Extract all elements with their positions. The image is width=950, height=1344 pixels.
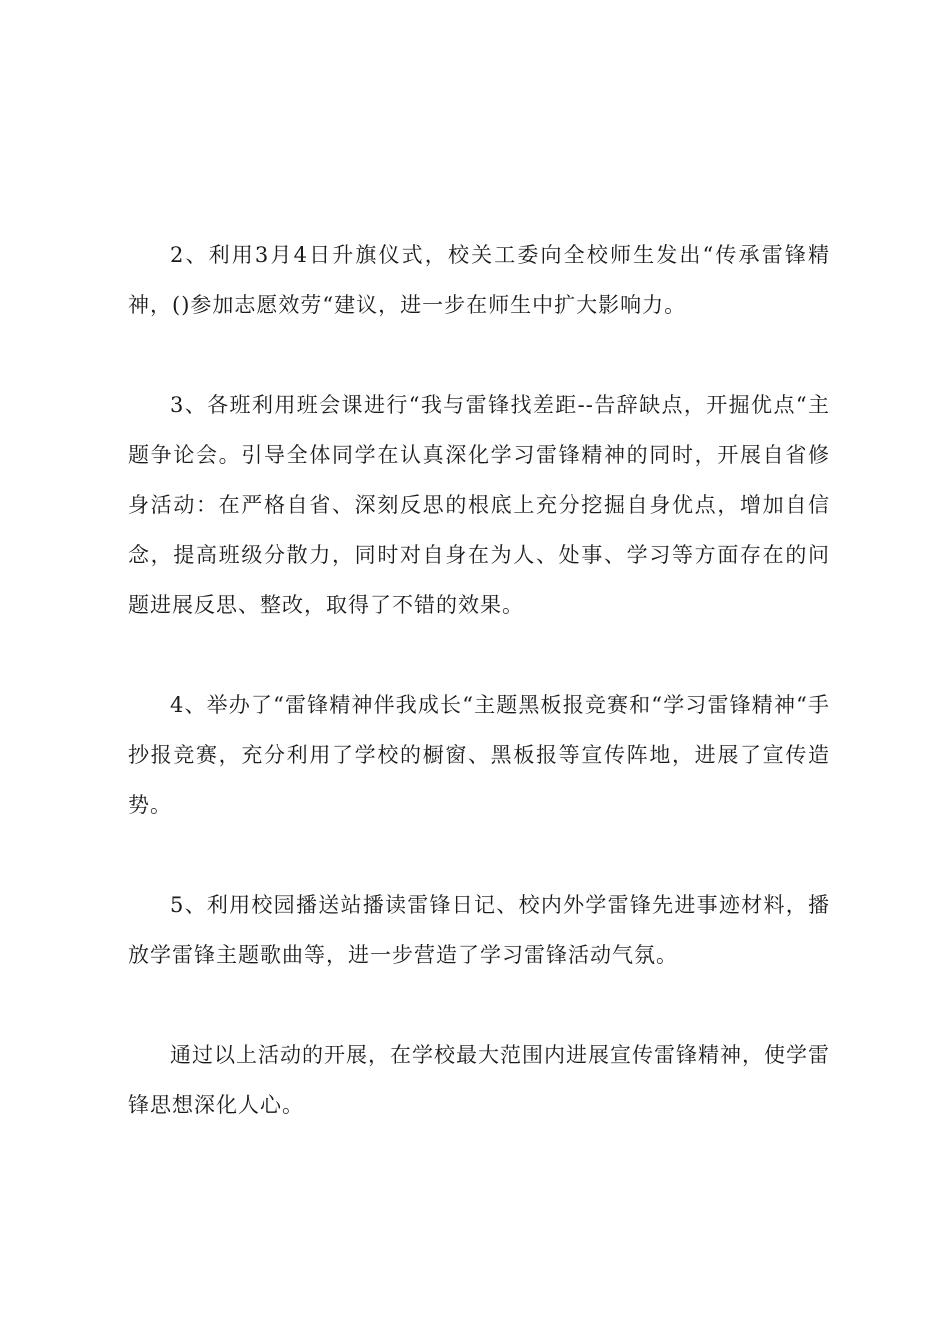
paragraph-item-4: 4、举办了“雷锋精神伴我成长“主题黑板报竞赛和“学习雷锋精神“手抄报竞赛，充分利用了学校的橱窗、黑板报等宣传阵地，进展了宣传造势。 [128,693,830,817]
paragraph-item-3: 3、各班利用班会课进行“我与雷锋找差距--告辞缺点，开掘优点“主题争论会。引导全体同学在认真深化学习雷锋精神的同时，开展自省修身活动：在严格自省、深刻反思的根底上充分挖掘自身优点，增加自信念，提高班级分散力，同时对自身在为人、处事、学习等方面存在的问题进展反思、整改，取得了不错的效果。 [128,393,830,617]
paragraph-item-5: 5、利用校园播送站播读雷锋日记、校内外学雷锋先进事迹材料，播放学雷锋主题歌曲等，进一步营造了学习雷锋活动气氛。 [128,893,830,967]
paragraph-conclusion: 通过以上活动的开展，在学校最大范围内进展宣传雷锋精神，使学雷锋思想深化人心。 [128,1043,830,1117]
paragraph-item-2: 2、利用3月4日升旗仪式，校关工委向全校师生发出“传承雷锋精神，()参加志愿效劳“建议，进一步在师生中扩大影响力。 [128,243,830,317]
